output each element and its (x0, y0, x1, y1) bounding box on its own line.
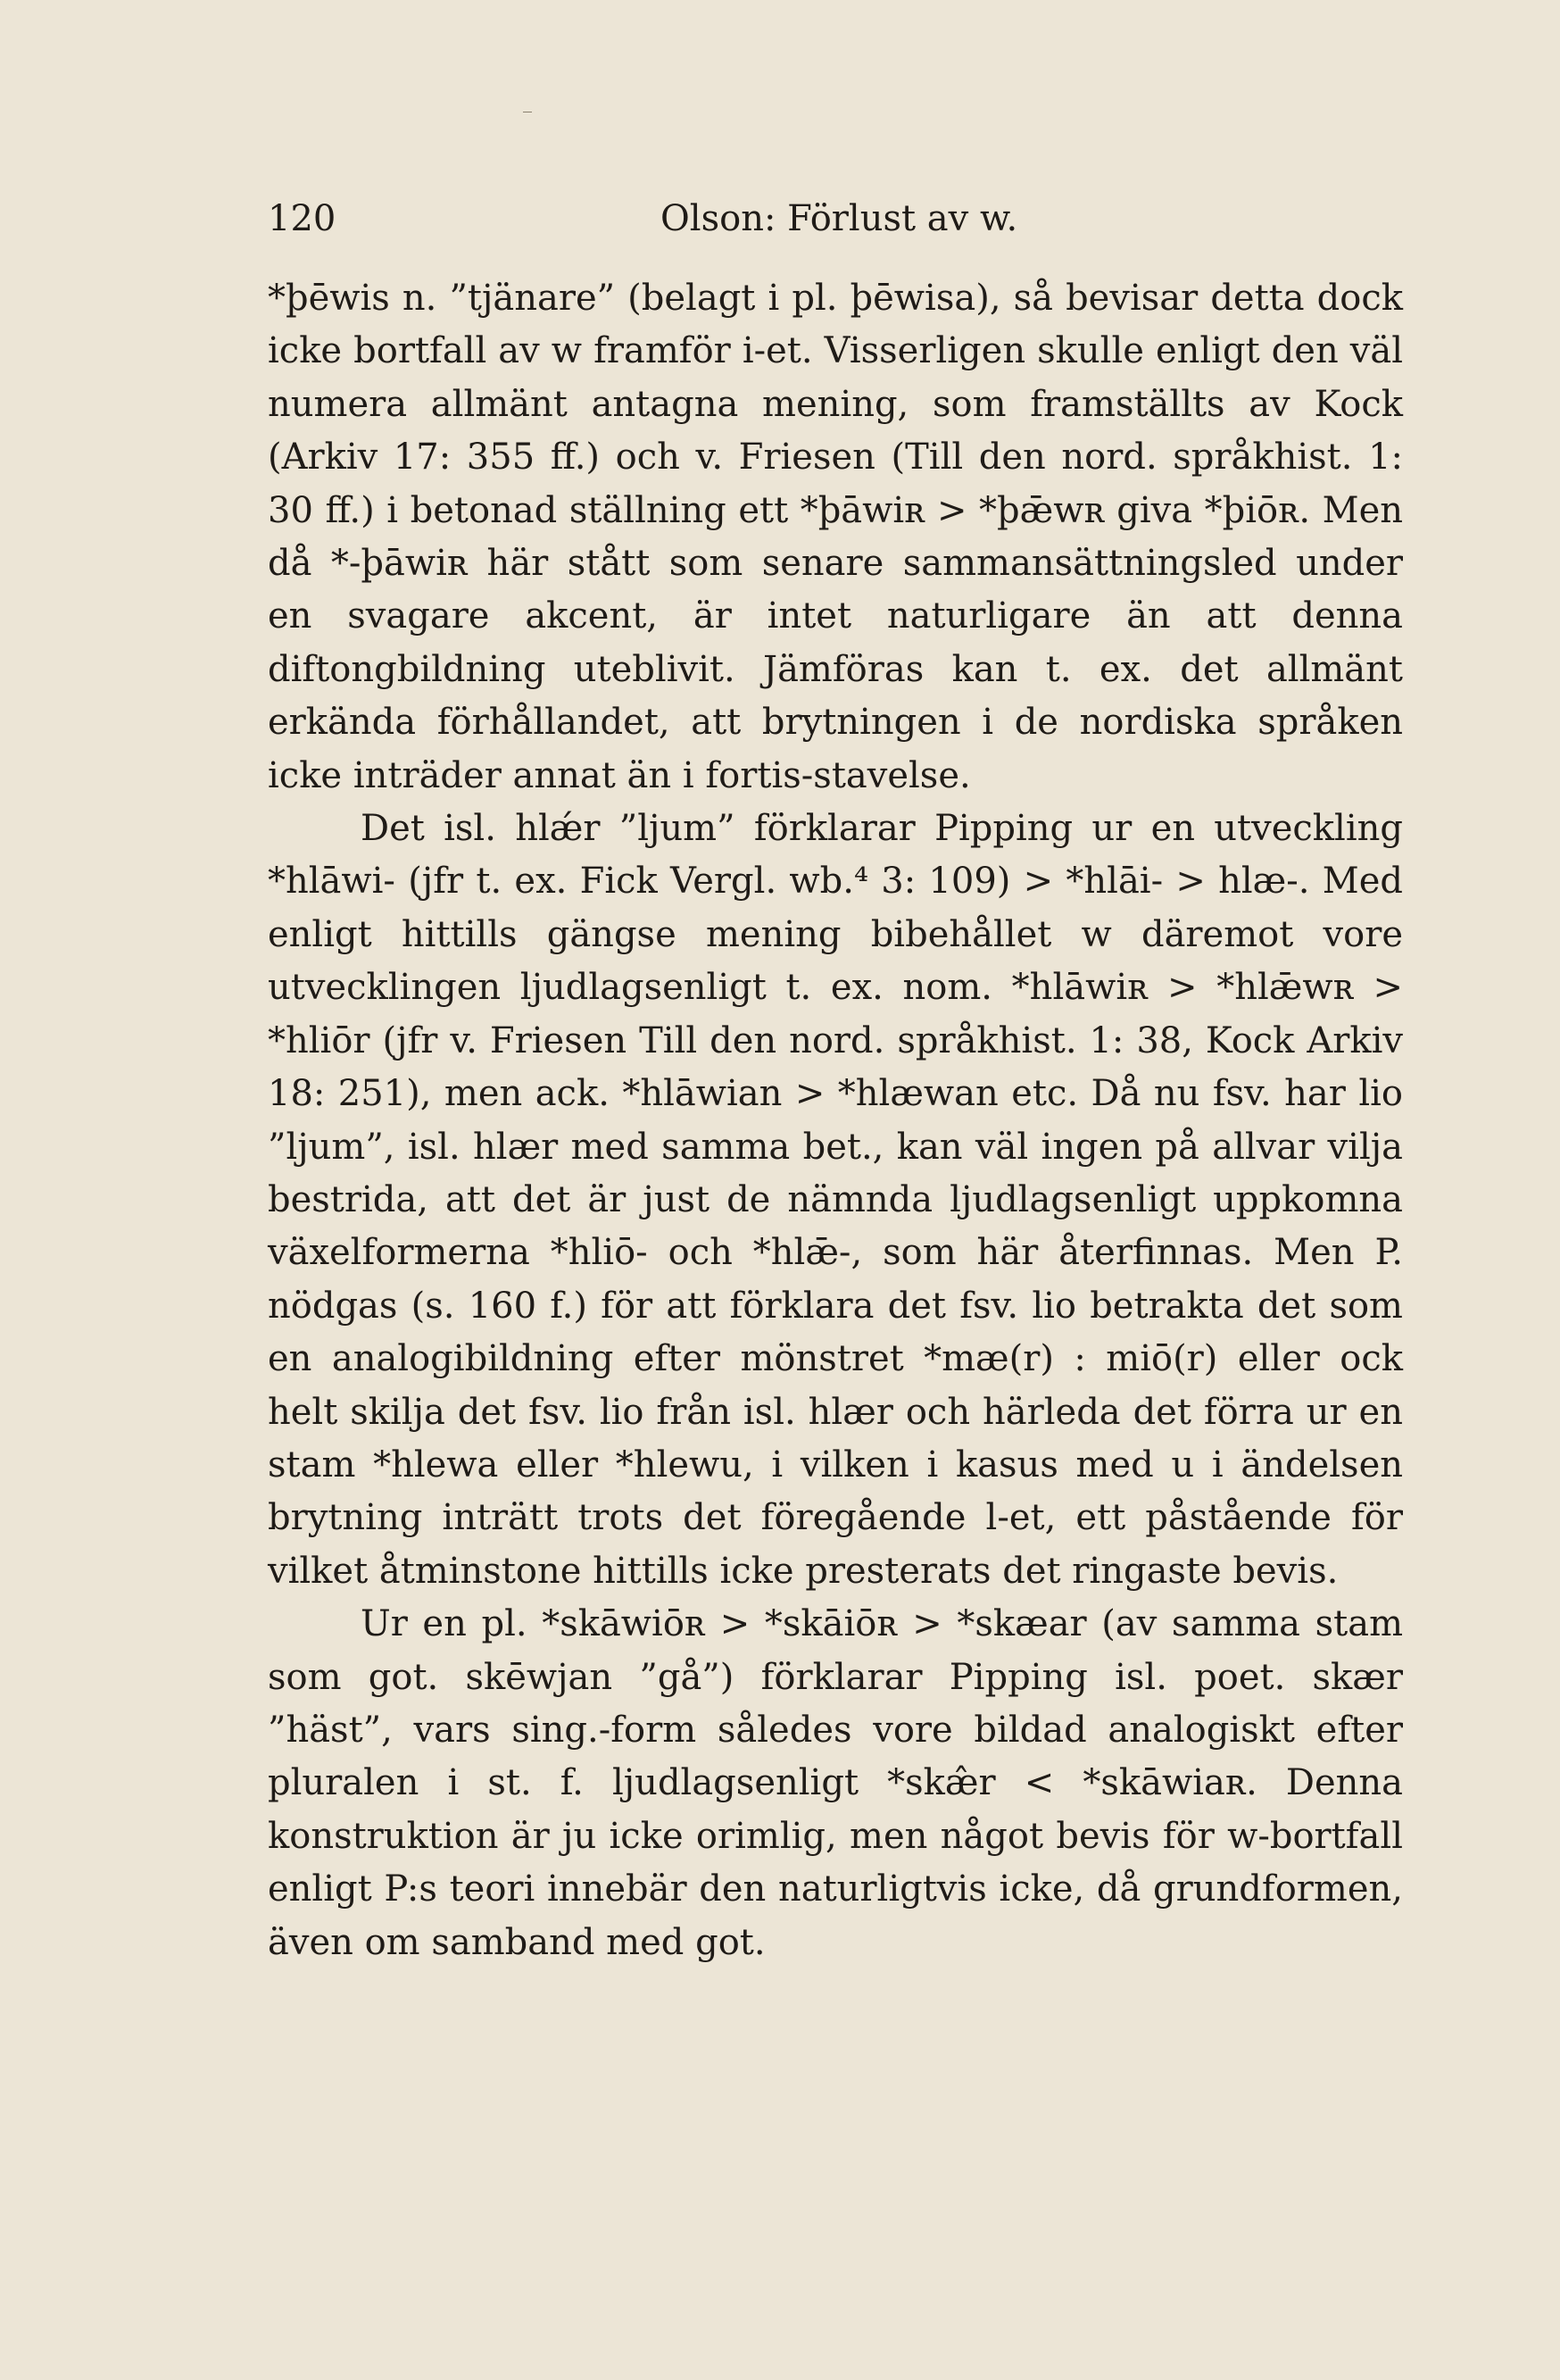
running-title: Olson: Förlust av w. (660, 198, 1018, 239)
page-number: 120 (268, 198, 336, 239)
page-header (268, 198, 1410, 252)
paragraph-1: *þēwis n. ”tjänare” (belagt i pl. þēwisa), så bevisar detta dock icke bortfall av w framför i-et. Visserligen skulle enligt den väl numera allmänt antagna mening, som framställts av Kock (Arkiv 17: 355 ff.) och v. Friesen (Till den nord. språkhist. 1: 30 ff.) i betonad ställning ett *þāwiʀ > *þǣwʀ giva *þiōʀ. Men då *-þāwiʀ här stått som senare sammansättningsled under en svagare akcent, är intet naturligare än att denna diftongbildning uteblivit. Jämföras kan t. ex. det allmänt erkända förhållandet, att brytningen i de nordiska språken icke inträder annat än i fortis-stavelse. (268, 278, 1403, 796)
body-text (268, 272, 1403, 1969)
paragraph-2: Det isl. hlǽr ”ljum” förklarar Pipping ur en utveckling *hlāwi- (jfr t. ex. Fick Vergl. wb.⁴ 3: 109) > *hlāi- > hlæ-. Med enligt hittills gängse mening bibehållet w däremot vore utvecklingen ljudlagsenligt t. ex. nom. *hlāwiʀ > *hlǣwʀ > *hliōr (jfr v. Friesen Till den nord. språkhist. 1: 38, Kock Arkiv 18: 251), men ack. *hlāwian > *hlæwan etc. Då nu fsv. har lio ”ljum”, isl. hlær med samma bet., kan väl ingen på allvar vilja bestrida, att det är just de nämnda ljudlagsenligt uppkomna växelformerna *hliō- och *hlǣ-, som här återfinnas. Men P. nödgas (s. 160 f.) för att förklara det fsv. lio betrakta det som en analogibildning efter mönstret *mæ(r) : miō(r) eller ock helt skilja det fsv. lio från isl. hlær och härleda det förra ur en stam *hlewa eller *hlewu, i vilken i kasus med u i ändelsen brytning inträtt trots det föregående l-et, ett påstående för vilket åtminstone hittills icke presterats det ringaste bevis. (268, 808, 1403, 1592)
paragraph-3: Ur en pl. *skāwiōʀ > *skāiōʀ > *skæar (av samma stam som got. skēwjan ”gå”) förklarar Pipping isl. poet. skær ”häst”, vars sing.-form således vore bildad analogiskt efter pluralen i st. f. ljudlagsenligt *skæ̂r < *skāwiaʀ. Denna konstruktion är ju icke orimlig, men något bevis för w-bortfall enligt P:s teori innebär den naturligtvis icke, då grundformen, även om samband med got. (268, 1603, 1403, 1963)
